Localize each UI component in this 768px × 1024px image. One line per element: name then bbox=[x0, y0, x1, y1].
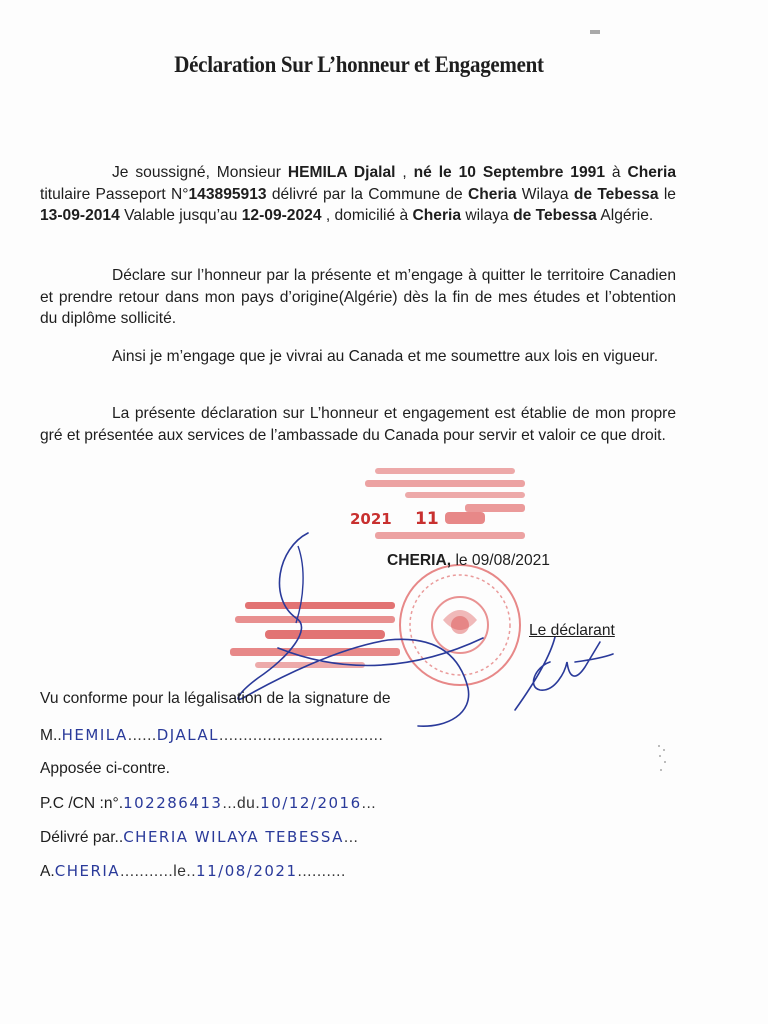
handwritten-id-date: 10/12/2016 bbox=[260, 794, 362, 812]
paragraph-commitment: Ainsi je m’engage que je vivrai au Canada et me soumettre aux lois en vigueur. bbox=[112, 348, 659, 365]
birth-place: Cheria bbox=[627, 164, 676, 181]
stamp-year: 2021 bbox=[350, 510, 392, 528]
scan-speck bbox=[655, 742, 669, 776]
date: le 09/08/2021 bbox=[451, 552, 550, 569]
paragraph-identity: Je soussigné, Monsieur HEMILA Djalal , né le 10 Septembre 1991 à Cheria titulaire Passeport N°143895913 délivré par la Commune de Cheria Wilaya de Tebessa le 13-09-2014 Valable jusqu’au 12-09-2024 , domicilié à Cheria wilaya de Tebessa Algérie. bbox=[40, 164, 676, 224]
place: CHERIA, bbox=[387, 552, 452, 569]
issuing-wilaya: de Tebessa bbox=[573, 185, 659, 203]
handwritten-date: 11/08/2021 bbox=[196, 862, 298, 880]
place-date-line: A.CHERIA...........le..11/08/2021.......... bbox=[40, 862, 346, 880]
paragraph-purpose: La présente déclaration sur L’honneur et engagement est établie de mon propre gré et présentée aux services de l’ambassade du Canada pour servir et valoir ce que droit. bbox=[40, 405, 676, 444]
name-line: M..HEMILA......DJALAL.................................. bbox=[40, 726, 384, 744]
handwritten-id-number: 102286413 bbox=[123, 794, 223, 812]
declarant-name: HEMILA Djalal bbox=[287, 164, 396, 181]
paragraph-declaration: Déclare sur l’honneur par la présente et m’engage à quitter le territoire Canadien et prendre retour dans mon pays d’origine(Algérie) dès la fin de mes études et l’obtention du diplôme sollicité. bbox=[40, 267, 676, 327]
handwritten-issuer: CHERIA WILAYA TEBESSA bbox=[123, 828, 344, 846]
residence-wilaya: de Tebessa bbox=[513, 207, 597, 224]
residence-place: Cheria bbox=[412, 207, 462, 224]
issued-by-line: Délivré par..CHERIA WILAYA TEBESSA... bbox=[40, 828, 359, 846]
birth-date: né le 10 Septembre 1991 bbox=[413, 164, 605, 181]
id-card-line: P.C /CN :n°.102286413...du.10/12/2016... bbox=[40, 794, 377, 812]
handwritten-surname: HEMILA bbox=[61, 726, 128, 744]
place-date bbox=[387, 552, 550, 570]
handwritten-place: CHERIA bbox=[54, 862, 121, 880]
issuing-commune: Cheria bbox=[468, 185, 517, 203]
expiry-date: 12-09-2024 bbox=[241, 207, 322, 224]
document-title: Déclaration Sur L’honneur et Engagement bbox=[174, 50, 544, 78]
declarant-label: Le déclarant bbox=[529, 622, 615, 639]
passport-number: 143895913 bbox=[188, 185, 267, 203]
issue-date: 13-09-2014 bbox=[40, 207, 120, 224]
stamp-day: 11 bbox=[415, 509, 439, 529]
legalisation-line: Vu conforme pour la légalisation de la signature de bbox=[40, 690, 391, 707]
scan-mark bbox=[590, 30, 600, 34]
apposee-line: Apposée ci-contre. bbox=[40, 760, 171, 777]
declarant-signature bbox=[505, 632, 615, 714]
handwritten-firstname: DJALAL bbox=[156, 726, 220, 744]
